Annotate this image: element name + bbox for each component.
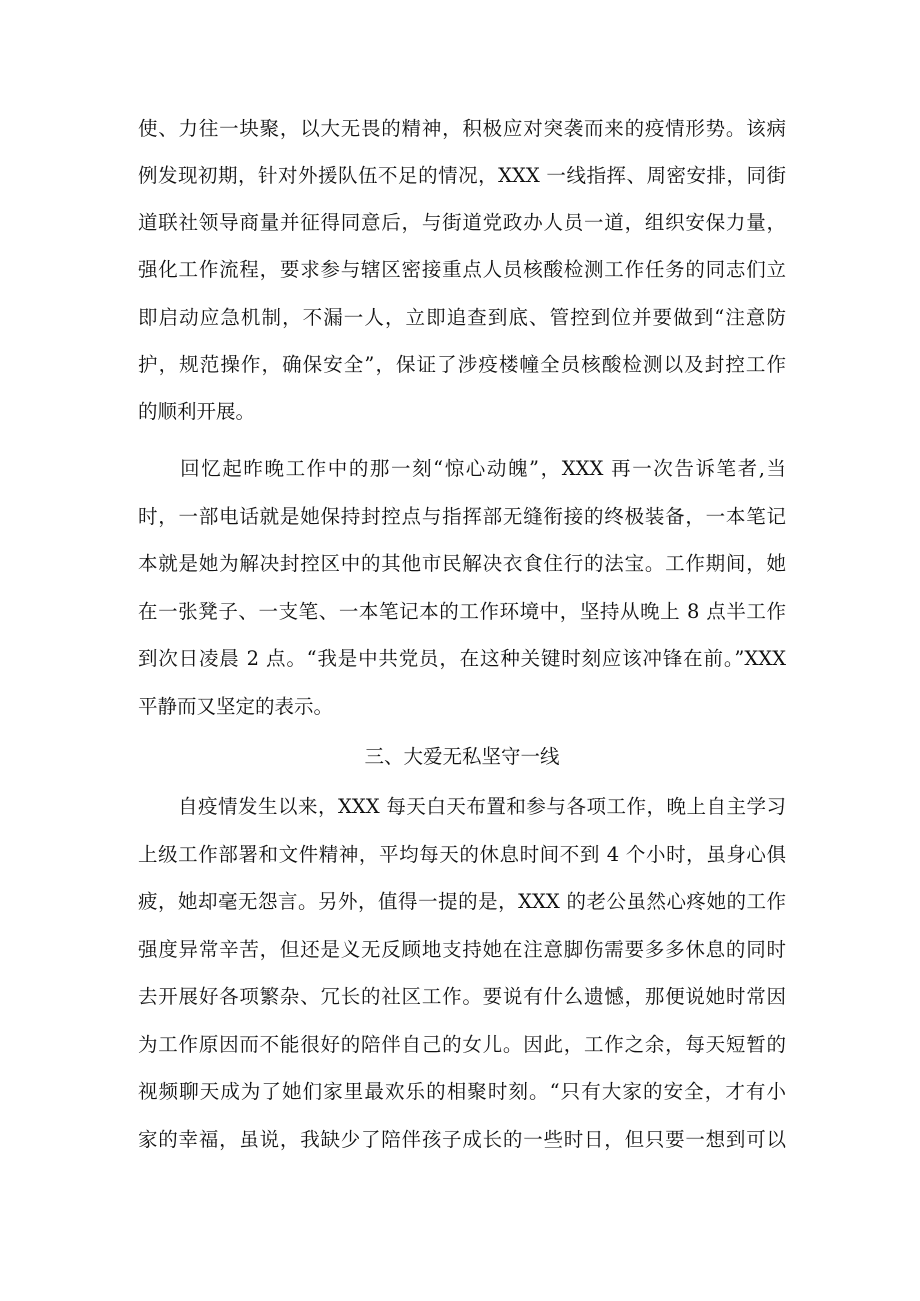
text-line: 在一张凳子、一支笔、一本笔记本的工作环境中，坚持从晚上 8 点半工作	[138, 600, 786, 623]
text-line: 例发现初期，针对外援队伍不足的情况，XXX 一线指挥、周密安排，同街	[138, 164, 786, 187]
text-line: 时，一部电话就是她保持封控点与指挥部无缝衔接的终极装备，一本笔记	[138, 505, 786, 528]
text-line: 上级工作部署和文件精神，平均每天的休息时间不到 4 个小时，虽身心俱	[138, 843, 786, 866]
text-line: 自疫情发生以来，XXX 每天白天布置和参与各项工作，晚上自主学习	[138, 795, 786, 818]
text-line: 道联社领导商量并征得同意后，与街道党政办人员一道，组织安保力量，	[138, 211, 786, 234]
text-line: 使、力往一块聚，以大无畏的精神，积极应对突袭而来的疫情形势。该病	[138, 117, 786, 140]
text-line: 家的幸福，虽说，我缺少了陪伴孩子成长的一些时日，但只要一想到可以	[138, 1128, 786, 1151]
text-line: 去开展好各项繁杂、冗长的社区工作。要说有什么遗憾，那便说她时常因	[138, 985, 786, 1008]
text-line: 强度异常辛苦，但还是义无反顾地支持她在注意脚伤需要多多休息的同时	[138, 938, 786, 961]
text-line: 到次日凌晨 2 点。“我是中共党员，在这种关键时刻应该冲锋在前。”XXX	[138, 647, 786, 670]
text-line: 平静而又坚定的表示。	[138, 695, 334, 718]
text-line: 强化工作流程，要求参与辖区密接重点人员核酸检测工作任务的同志们立	[138, 258, 786, 281]
text-line: 护，规范操作，确保安全”，保证了涉疫楼幢全员核酸检测以及封控工作	[138, 353, 786, 376]
text-line: 的顺利开展。	[138, 400, 256, 423]
text-line: 回忆起昨晚工作中的那一刻“惊心动魄”，XXX 再一次告诉笔者,当	[138, 457, 786, 480]
text-line: 即启动应急机制，不漏一人，立即追查到底、管控到位并要做到“注意防	[138, 306, 786, 329]
text-line: 疲，她却毫无怨言。另外，值得一提的是，XXX 的老公虽然心疼她的工作	[138, 890, 786, 913]
text-line: 为工作原因而不能很好的陪伴自己的女儿。因此，工作之余，每天短暂的	[138, 1033, 786, 1056]
section-heading: 三、大爱无私坚守一线	[364, 745, 560, 768]
text-line: 本就是她为解决封控区中的其他市民解决衣食住行的法宝。工作期间，她	[138, 552, 786, 575]
text-line: 视频聊天成为了她们家里最欢乐的相聚时刻。“只有大家的安全，才有小	[138, 1080, 786, 1103]
